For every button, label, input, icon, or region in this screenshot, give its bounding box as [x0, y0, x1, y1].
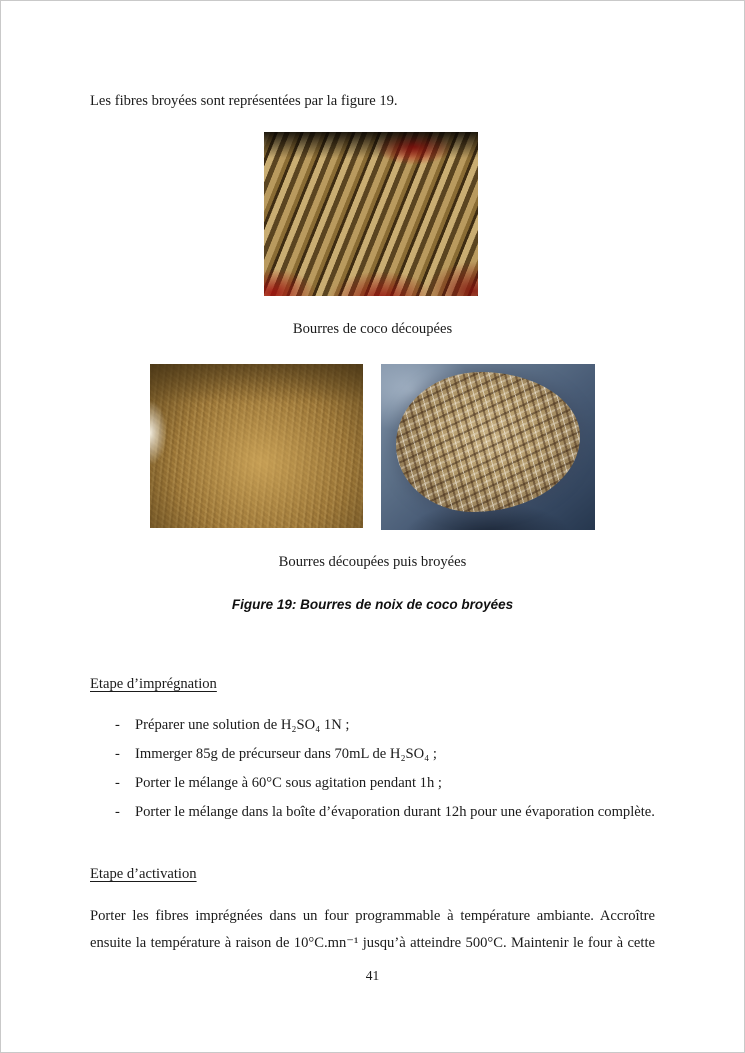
paragraph-line: ensuite la température à raison de 10°C.mn⁻¹ jusqu’à atteindre 500°C. Maintenir le four à cette	[90, 935, 655, 951]
list-item	[115, 740, 655, 769]
fibre-mound	[396, 372, 580, 511]
page-number: 41	[365, 968, 380, 983]
heading-etape-impregnation: Etape d’imprégnation	[90, 676, 217, 692]
dash-marker: -	[115, 775, 120, 791]
photo-bourres-broyees-fines	[150, 364, 363, 528]
list-item-text: Porter le mélange dans la boîte d’évaporation durant 12h pour une évaporation complète.	[135, 804, 655, 820]
paragraph-line: Porter les fibres imprégnées dans un four programmable à température ambiante. Accroître	[90, 908, 655, 924]
figure-19-caption: Figure 19: Bourres de noix de coco broyées	[231, 597, 514, 612]
list-item-text: Porter le mélange à 60°C sous agitation pendant 1h ;	[135, 775, 442, 791]
heading-etape-activation: Etape d’activation	[90, 866, 197, 882]
list-item	[115, 769, 655, 798]
list-item-text: Immerger 85g de précurseur dans 70mL de H₂SO₄ ;	[135, 746, 437, 762]
dash-marker: -	[115, 717, 120, 733]
caption-bourres-broyees: Bourres découpées puis broyées	[278, 554, 467, 570]
impregnation-list	[115, 711, 655, 827]
dash-marker: -	[115, 746, 120, 762]
list-item	[115, 798, 655, 827]
photo-bourres-broyees-bol	[381, 364, 595, 530]
list-item	[115, 711, 655, 740]
caption-bourres-decoupees: Bourres de coco découpées	[292, 321, 453, 337]
dash-marker: -	[115, 804, 120, 820]
list-item-text: Préparer une solution de H₂SO₄ 1N ;	[135, 717, 350, 733]
activation-paragraph	[90, 903, 655, 957]
photo-bourres-decoupees	[264, 132, 478, 296]
intro-paragraph: Les fibres broyées sont représentées par la figure 19.	[90, 93, 398, 109]
